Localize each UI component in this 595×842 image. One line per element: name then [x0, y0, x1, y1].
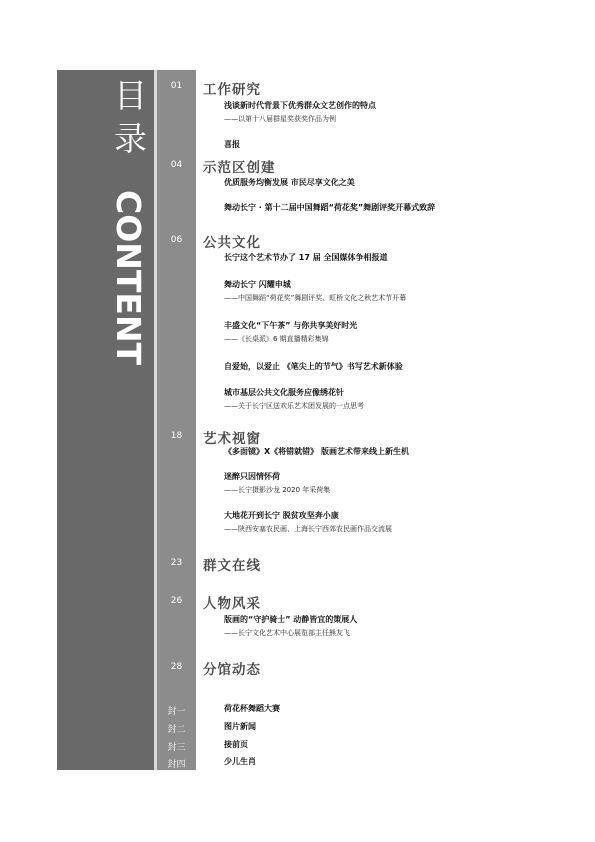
- section-title: 工作研究: [203, 82, 261, 98]
- section-title: 艺术视窗: [203, 431, 261, 447]
- toc-entry[interactable]: 自爱始，以爱止 《笔尖上的节气》书写艺术新体验: [224, 362, 403, 371]
- toc-entry[interactable]: 浅谈新时代背景下优秀群众文艺创作的特点: [224, 101, 376, 110]
- cover-label: 封二: [167, 725, 186, 735]
- toc-entry-subtitle: ——长宁文化艺术中心展览部主任熊友飞: [224, 629, 350, 637]
- cover-entry[interactable]: 接前页: [224, 740, 248, 749]
- cover-entry[interactable]: 少儿生肖: [224, 757, 256, 766]
- toc-entry-subtitle: ——《长桌派》6 期直播精彩集锦: [224, 335, 329, 343]
- cover-label: 封三: [167, 743, 186, 753]
- toc-entry[interactable]: 丰盛文化“下午茶” 与你共享美好时光: [224, 321, 358, 330]
- toc-entry-subtitle: ——长宁摄影沙龙 2020 年采荷集: [224, 486, 331, 494]
- toc-entry[interactable]: 《多面镜》X《将错就错》 版画艺术带来线上新生机: [224, 447, 409, 456]
- section-title: 示范区创建: [203, 160, 276, 176]
- toc-entry[interactable]: 喜报: [224, 140, 240, 149]
- page-title-cn: 目录: [109, 78, 148, 164]
- section-title[interactable]: 群文在线: [203, 558, 261, 574]
- cover-label: 封一: [167, 707, 186, 717]
- section-page-number: 06: [170, 235, 183, 245]
- section-title[interactable]: 分馆动态: [203, 662, 261, 678]
- toc-entry[interactable]: 舞动长宁 · 第十二届中国舞蹈“荷花奖”舞剧评奖开幕式致辞: [224, 203, 436, 212]
- section-page-number: 28: [170, 662, 183, 672]
- cover-entry[interactable]: 图片新闻: [224, 722, 256, 731]
- section-page-number: 04: [170, 160, 183, 170]
- toc-entry-subtitle: ——以第十八届群星奖获奖作品为例: [224, 115, 336, 123]
- section-title: 公共文化: [203, 235, 261, 251]
- page-title: [105, 78, 152, 365]
- toc-entry[interactable]: 城市基层公共文化服务应像绣花针: [224, 388, 344, 397]
- toc-entry[interactable]: 优质服务均衡发展 市民尽享文化之美: [224, 178, 355, 187]
- cover-label: 封四: [167, 760, 186, 770]
- page-title-en: CONTENT: [109, 190, 148, 366]
- toc-entry[interactable]: 大地花开到长宁 脱贫攻坚奔小康: [224, 511, 339, 520]
- toc-entry-subtitle: ——关于长宁区送欢乐艺术团发展的一点思考: [224, 402, 364, 410]
- toc-entry[interactable]: 舞动长宁 闪耀申城: [224, 280, 291, 289]
- toc-entry[interactable]: 迷醉只因情怀荷: [224, 472, 280, 481]
- toc-entry[interactable]: 长宁这个艺术节办了 17 届 全国媒体争相报道: [224, 253, 388, 262]
- section-page-number: 18: [170, 431, 183, 441]
- cover-entry[interactable]: 荷花杯舞蹈大赛: [224, 704, 280, 713]
- toc-entry[interactable]: 版画的“守护骑士” 动静皆宜的策展人: [224, 615, 358, 624]
- toc-entry-subtitle: ——中国舞蹈“荷花奖”舞剧评奖、虹桥文化之秋艺术节开幕: [224, 294, 407, 302]
- section-page-number: 26: [170, 596, 183, 606]
- toc-entry-subtitle: ——陕西安塞农民画、上海长宁西郊农民画作品交流展: [224, 525, 392, 533]
- section-page-number: 23: [170, 558, 183, 568]
- section-title: 人物风采: [203, 596, 261, 612]
- section-page-number: 01: [170, 81, 183, 91]
